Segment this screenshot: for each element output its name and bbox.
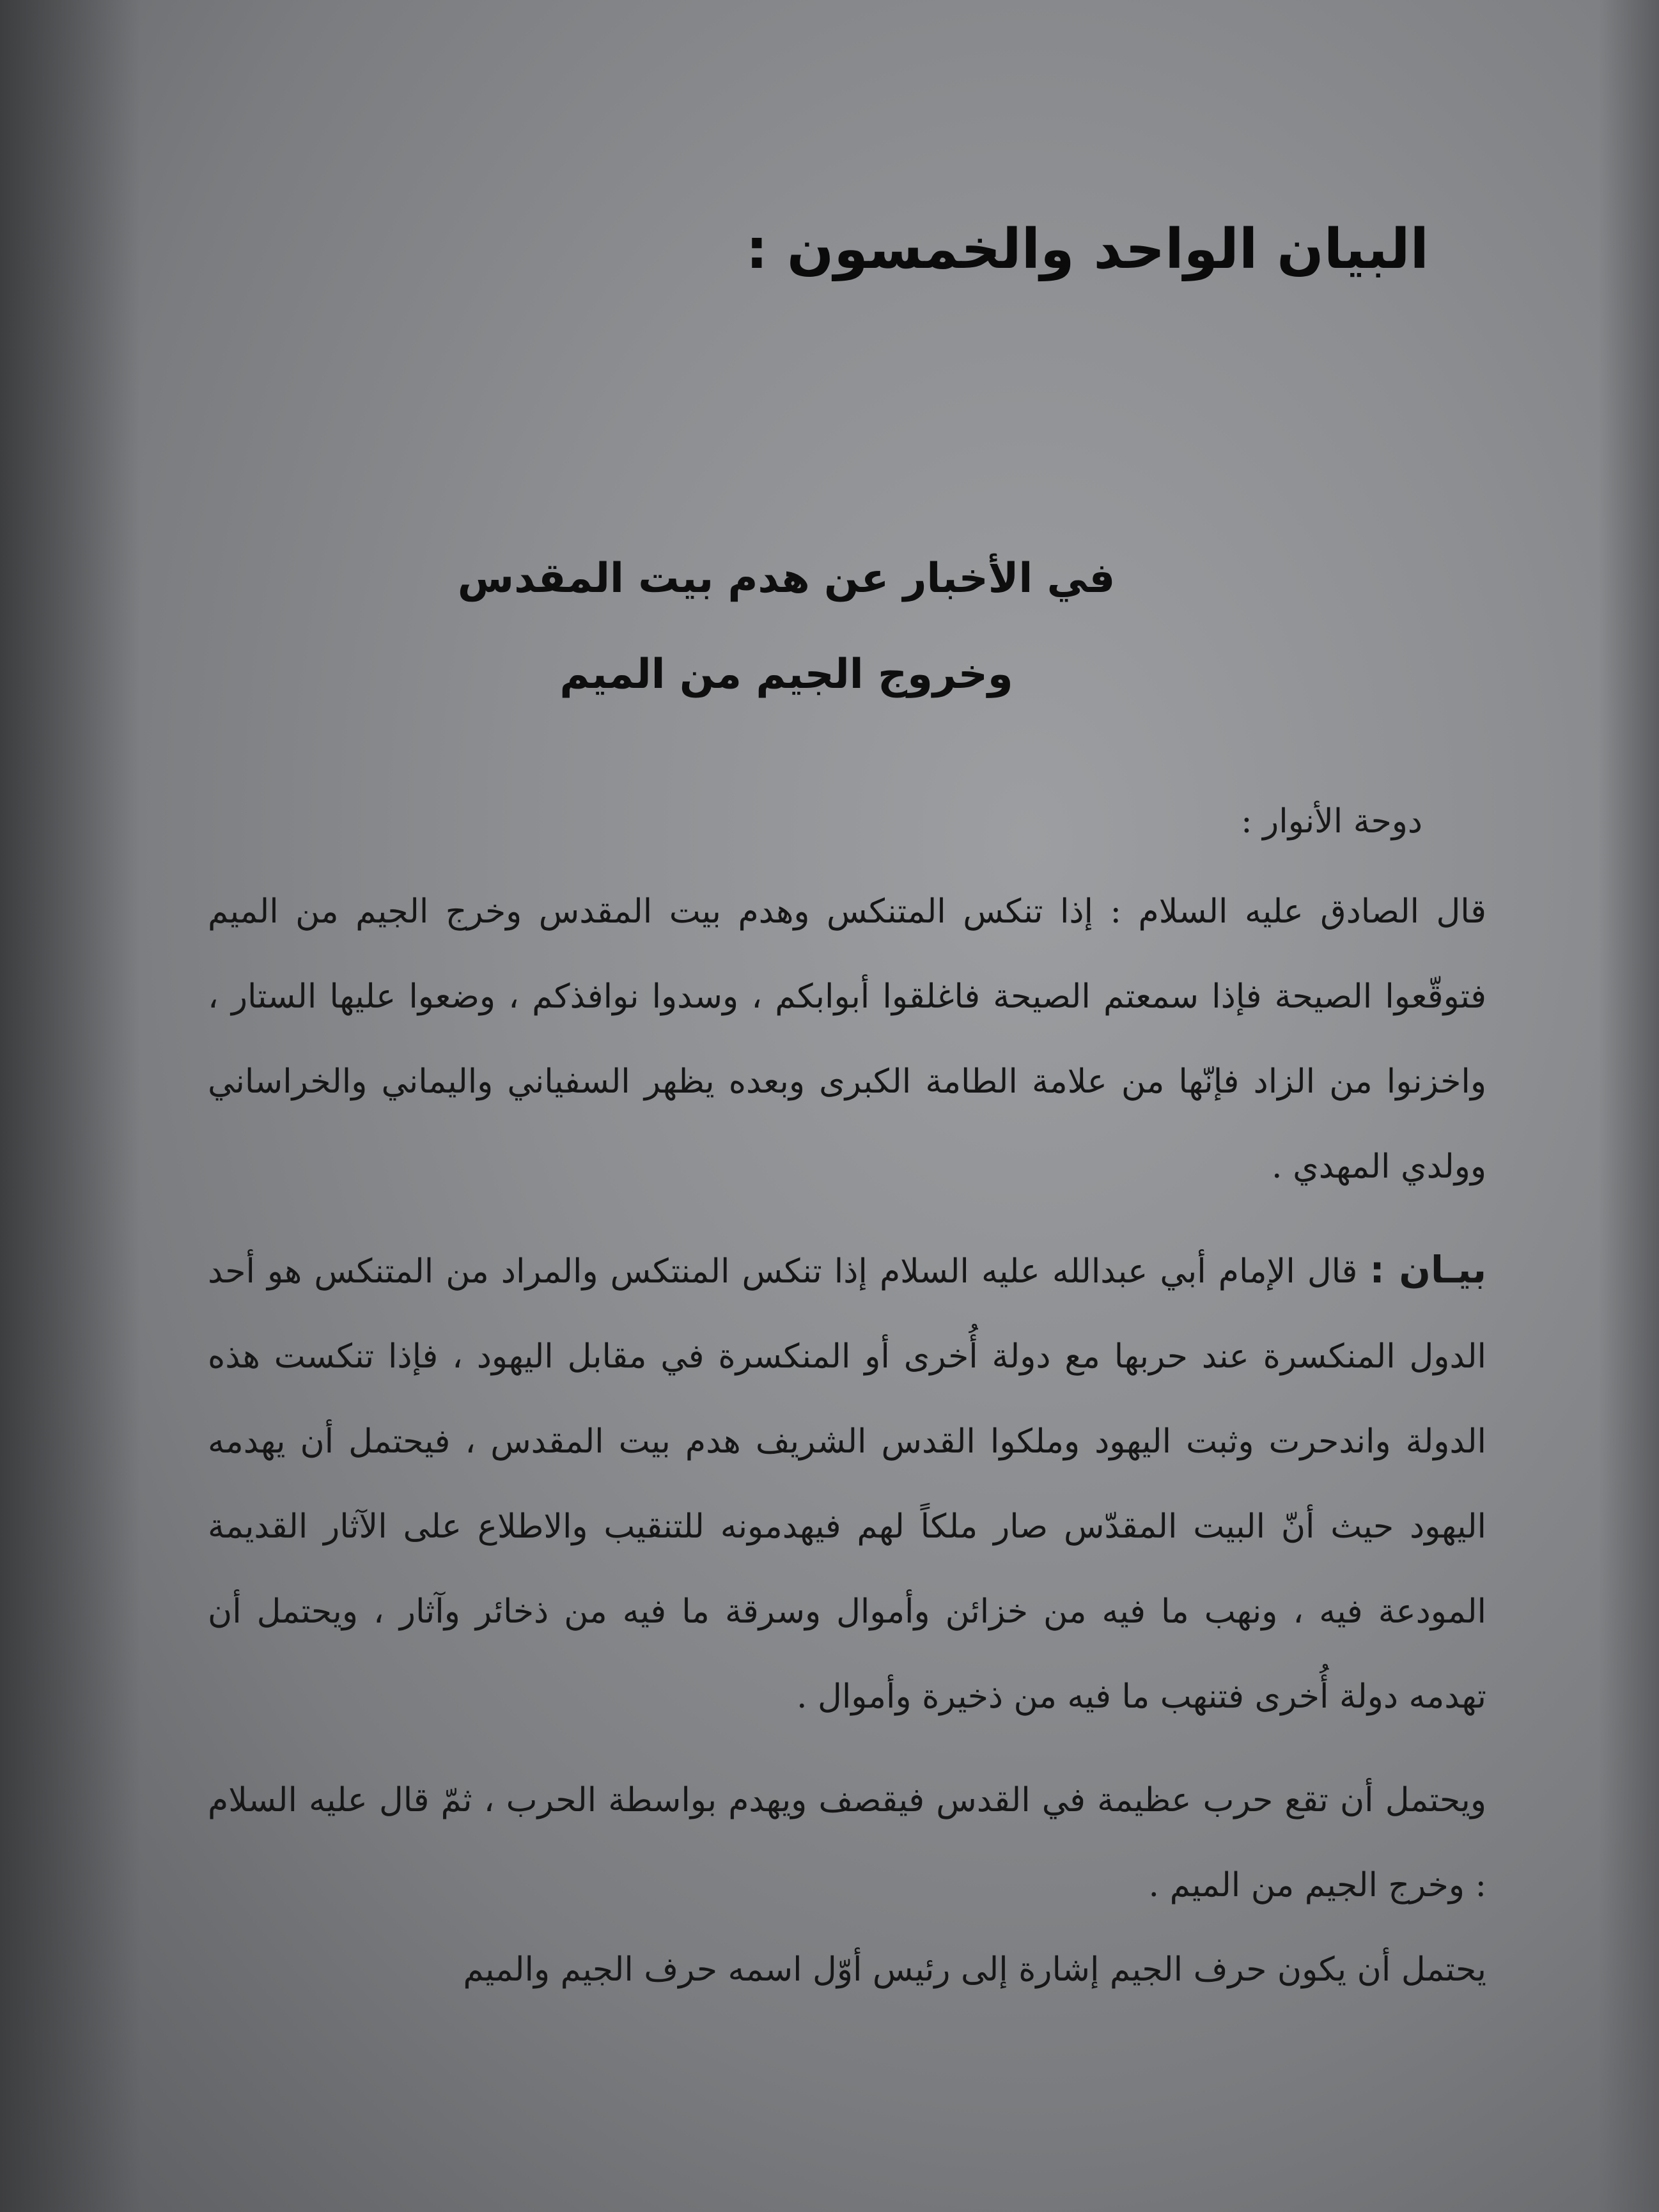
jim-paragraph — [208, 1928, 1486, 2013]
war-paragraph — [208, 1758, 1486, 1928]
explanation-text: قال الإمام أبي عبدالله عليه السلام إذا تنكس المنتكس والمراد من المتنكس هو أحد الدول المنكسرة عند حربها مع دولة أُخرى أو المنكسرة في مقابل اليهود ، فإذا تنكست هذه الدولة واندحرت وثبت اليهود وملكوا القدس الشريف هدم بيت المقدس ، فيحتمل أن يهدمه اليهود حيث أنّ البيت المقدّس صار ملكاً لهم فيهدمونه للتنقيب والاطلاع على الآثار القديمة المودعة فيه ، ونهب ما فيه من خزائن وأموال وسرقة ما فيه من ذخائر وآثار ، ويحتمل أن تهدمه دولة أُخرى فتنهب ما فيه من ذخيرة وأموال . — [208, 1252, 1487, 1716]
explanation-label: بيـان : — [1369, 1248, 1486, 1291]
jim-text: يحتمل أن يكون حرف الجيم إشارة إلى رئيس أوّل اسمه حرف الجيم والميم — [463, 1951, 1486, 1989]
hadith-text: قال الصادق عليه السلام : إذا تنكس المتنكس وهدم بيت المقدس وخرج الجيم من الميم فتوقّعوا الصيحة فإذا سمعتم الصيحة فاغلقوا أبوابكم ، وسدوا نوافذكم ، وضعوا عليها الستار ، واخزنوا من الزاد فإنّها من علامة الطامة الكبرى وبعده يظهر السفياني واليماني والخراساني وولدي المهدي . — [208, 892, 1486, 1186]
subtitle-line-1: في الأخبار عن هدم بيت المقدس — [457, 555, 1116, 602]
subtitle-line-2: وخروج الجيم من الميم — [559, 651, 1013, 698]
hadith-paragraph — [208, 869, 1486, 1210]
war-text: ويحتمل أن تقع حرب عظيمة في القدس فيقصف ويهدم بواسطة الحرب ، ثمّ قال عليه السلام : وخرج الجيم من الميم . — [208, 1781, 1486, 1904]
source-label: دوحة الأنوار : — [1241, 802, 1422, 841]
explanation-paragraph — [208, 1227, 1486, 1740]
chapter-title: البيان الواحد والخمسون : — [745, 217, 1429, 281]
chapter-subtitle — [396, 531, 1176, 722]
